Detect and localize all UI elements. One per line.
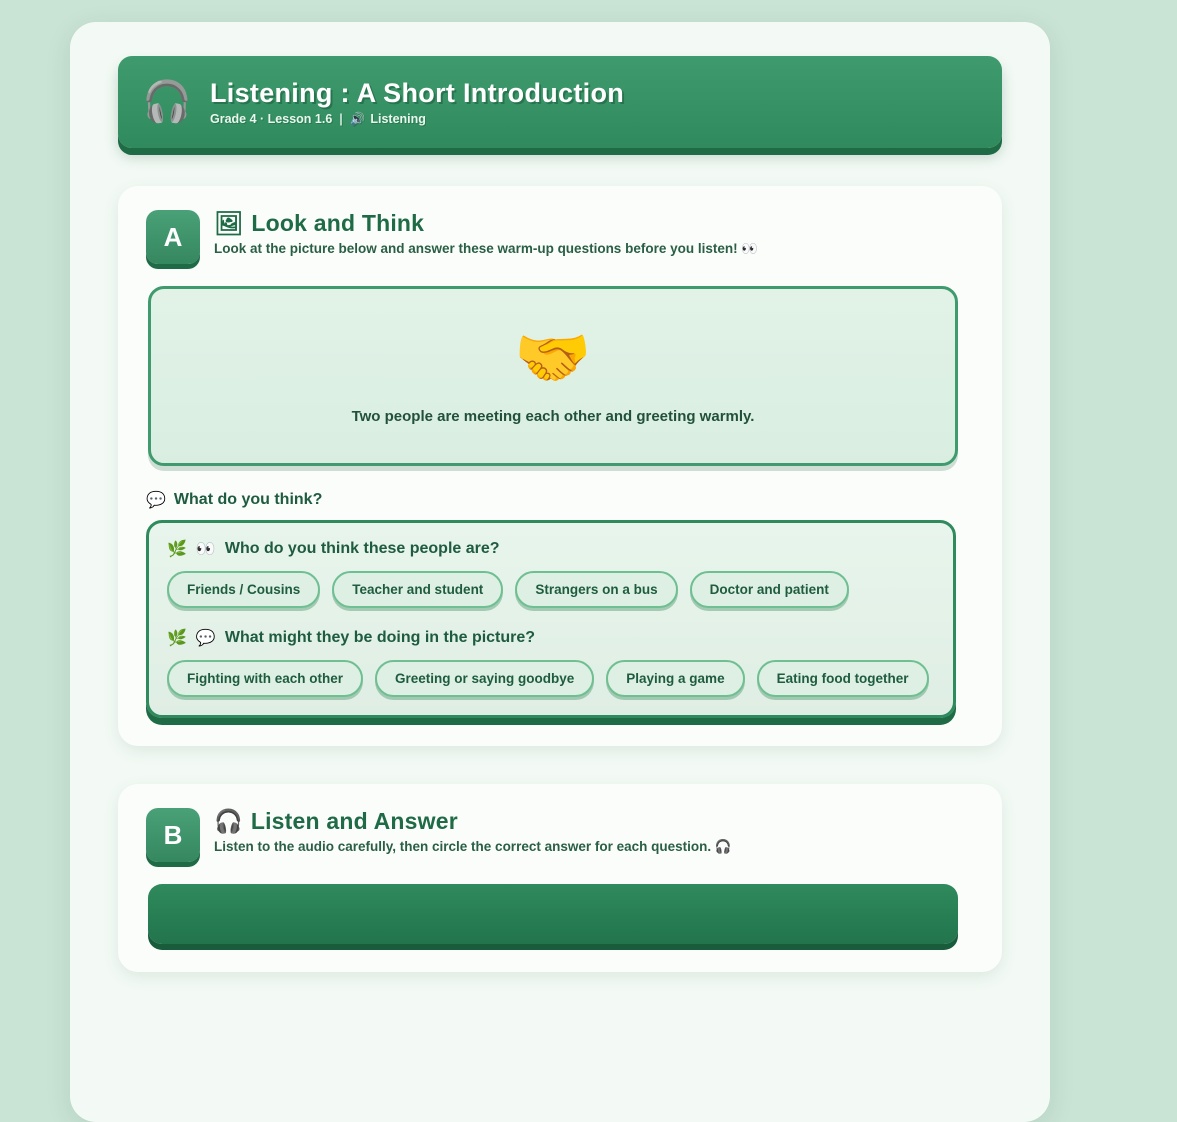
section-b-heading-group xyxy=(214,808,732,855)
worksheet-page xyxy=(70,22,1050,1122)
eyes-icon: 👀 xyxy=(195,541,216,558)
section-a-title-row xyxy=(214,210,758,237)
skill-label: Listening xyxy=(370,112,426,126)
option-button[interactable]: Doctor and patient xyxy=(690,571,849,608)
option-button[interactable]: Strangers on a bus xyxy=(515,571,677,608)
section-badge-b: B xyxy=(146,808,200,862)
section-a-heading-group xyxy=(214,210,758,257)
option-button[interactable]: Eating food together xyxy=(757,660,929,697)
question-1-text-row xyxy=(167,539,935,559)
audio-player-bar[interactable] xyxy=(148,884,958,944)
option-button[interactable]: Fighting with each other xyxy=(167,660,363,697)
question-2-text: What might they be doing in the picture? xyxy=(224,629,536,646)
section-b-description: Listen to the audio carefully, then circle the correct answer for each question. 🎧 xyxy=(214,839,732,854)
think-label-text: What do you think? xyxy=(173,491,323,508)
option-button[interactable]: Friends / Cousins xyxy=(167,571,320,608)
headphones-icon: 🎧 xyxy=(142,80,192,124)
speaker-icon: 🔊 xyxy=(349,111,366,126)
what-do-you-think-label xyxy=(146,490,974,510)
picture-icon: 🖼 xyxy=(214,210,244,236)
section-listen-and-answer xyxy=(118,784,1002,972)
option-button[interactable]: Greeting or saying goodbye xyxy=(375,660,594,697)
option-button[interactable]: Teacher and student xyxy=(332,571,503,608)
banner-text-group xyxy=(210,78,624,127)
section-look-and-think xyxy=(118,186,1002,746)
question-1-text: Who do you think these people are? xyxy=(224,540,500,557)
meta-separator: | xyxy=(339,112,343,126)
picture-panel xyxy=(148,286,958,466)
page-title: Listening : A Short Introduction xyxy=(210,77,625,108)
section-b-title-row xyxy=(214,808,732,835)
section-a-title: Look and Think xyxy=(251,210,425,236)
lesson-header-banner xyxy=(118,56,1002,148)
section-b-header xyxy=(146,808,974,862)
warmup-questions-panel xyxy=(146,520,956,718)
picture-caption: Two people are meeting each other and greeting warmly. xyxy=(351,407,755,425)
question-2-options xyxy=(167,660,935,697)
handshake-icon: 🤝 xyxy=(514,323,592,393)
option-button[interactable]: Playing a game xyxy=(606,660,744,697)
section-a-description: Look at the picture below and answer these warm-up questions before you listen! 👀 xyxy=(214,241,759,256)
lesson-meta xyxy=(210,112,624,127)
speech-bubble-icon: 💬 xyxy=(146,492,166,509)
grade-lesson-label: Grade 4 · Lesson 1.6 xyxy=(210,112,333,126)
speech-bubble-icon: 💬 xyxy=(195,630,216,647)
leaf-icon: 🌿 xyxy=(167,541,187,558)
question-1-options xyxy=(167,571,935,608)
section-a-header xyxy=(146,210,974,264)
headphones-icon: 🎧 xyxy=(214,808,243,834)
question-2-text-row xyxy=(167,628,935,648)
leaf-icon: 🌿 xyxy=(167,630,187,647)
section-b-title: Listen and Answer xyxy=(250,808,458,834)
section-badge-a: A xyxy=(146,210,200,264)
